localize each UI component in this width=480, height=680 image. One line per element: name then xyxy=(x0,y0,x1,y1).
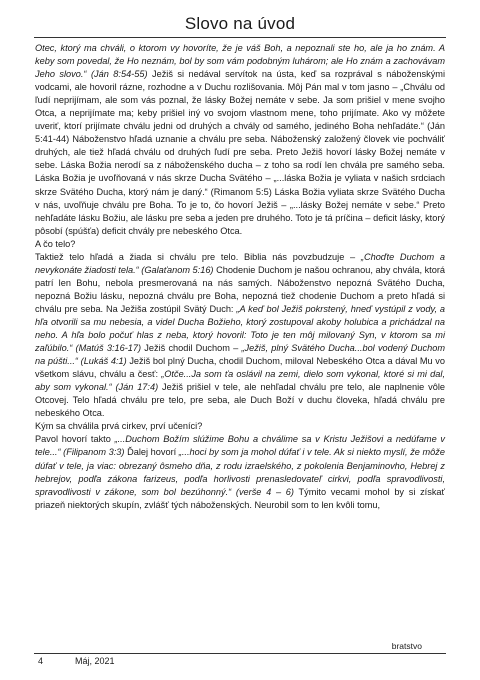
body-text: Ježiš si nedával servítok na ústa, keď sa rozprával s náboženskými vodcami, ale hovoril rázne, rozhodne a v Duchu rozlišovania. Môj Pán mal v tom jasno – „Chválu od ľudí neprijímam, ale som vás poznal, že lásky Božej nemáte v sebe. Ja som prišiel v mene svojho Otca, a neprijímate ma; keby prišiel iný vo svojom vlastnom mene, toho prijímate. Ako vy môžete uveriť, ktorí prijímate chválu jedni od druhých a chvály od samého, jediného Boha nehľadáte.“ (Ján 5:41-44) Náboženstvo hľadá uznanie a chválu pre seba. Náboženský založený človek vie pochváliť druhých, ale tiež hľadá chválu od druhých ľudí pre seba. Preto Ježiš hovorí lásky Božej nemáte v sebe. Láska Božia nerodí sa z náboženského ducha – z toho sa rodí len chvála pre samého seba. Láska Božia je uvoľňovaná v nás skrze Ducha Svätého – „...láska Božia je vyliata v našich srdciach skrze Svätého Ducha, ktorý nám je daný.“ (Rimanom 5:5) Láska Božia vyliata skrze Svätého Ducha v nás, uvoľňuje chválu pre Boha. To je to, čo hovorí Ježiš – „...lásky Božej nemáte v sebe.“ Preto nehľadáte lásku Božiu, ale lásku pre seba a jeden pre druhého. Toto je tá príčina – deficit lásky, ktorý pôsobí (spúšťa) deficit chvály pre nebeského Otca. xyxy=(35,69,445,236)
quotation-text: „Choďte Duchom a nevykonáte žiadosti tela.“ (Galaťanom 5:16) xyxy=(35,251,445,275)
body-text: Chodenie Duchom je našou ochranou, aby chvála, ktorá patrí len Bohu, nebola presmerovaná na nás samých. Náboženstvo nepozná Svätého Ducha, nepozná Božiu lásku, nepozná chválu pre Boha, nepozná tiež chodenie Duchom a preto hľadá si chválu pre seba. Na Ježiša zostúpil Svätý Duch: xyxy=(35,264,445,314)
issue-date: Máj, 2021 xyxy=(75,656,115,666)
body-text: Ďalej hovorí xyxy=(124,447,179,458)
page-number: 4 xyxy=(38,656,44,666)
quotation-text: „...Duchom Božím slúžime Bohu a chválime sa v Kristu Ježišovi a nedúfame v tele...“ (Filipanom 3:3) xyxy=(35,434,445,458)
paragraph xyxy=(35,433,445,511)
publication-name: bratstvo xyxy=(391,641,422,651)
body-text: Ježiš prišiel v tele, ale nehľadal chválu pre telo, ale naplnenie vôle Otcovej. Telo hľadá chválu pre telo, pre seba, ale Duch Boží v duchu človeka, hľadá chválu pre nebeského Otca. xyxy=(35,382,445,419)
body-text: Ježiš bol plný Ducha, chodil Duchom, miloval Nebeského Otca a dával Mu vo všetkom slávu, chválu a česť: xyxy=(35,356,445,380)
section-heading xyxy=(35,420,445,433)
page-title: Slovo na úvod xyxy=(184,14,296,33)
header-rule xyxy=(34,37,446,38)
quotation-text: „A keď bol Ježiš pokrstený, hneď vystúpil z vody, a hľa otvorili sa mu nebesia, a videl Ducha Božieho, ktorý zostupoval akoby holubica a prichádzal na neho. A hľa bolo počuť hlas z neba, ktorý hovoril: Toto je ten môj milovaný Syn, v ktorom sa mi zaľúbilo.“ (Matúš 3:16-17) xyxy=(35,303,445,354)
quotation-text: „Otče...Ja som ťa oslávil na zemi, dielo som vykonal, ktoré si mi dal, aby som vykonal.“ (Ján 17:4) xyxy=(35,369,445,393)
body-text: Týmito vecami mohol by si získať priazeň niektorých skupín, zvlášť tých náboženských. Neurobil som to len kvôli tomu, xyxy=(35,486,445,510)
paragraph xyxy=(35,251,445,421)
body-text: Kým sa chválila prvá cirkev, prví učeníci? xyxy=(35,421,203,432)
body-text: Taktiež telo hľadá a žiada si chválu pre telo. Biblia nás povzbudzuje – xyxy=(35,251,361,262)
quotation-text: „...hoci by som ja mohol dúfať i v tele. Ak si niekto myslí, že môže dúfať v tele, ja viac: obrezaný ôsmeho dňa, z rodu izraelského, z pokolenia Benjaminovho, Hebrej z hebrejov, podľa zákona farizeus, podľa horlivosti prenasledovateľ cirkvi, podľa spravodlivosti, spravodlivosti v zákone, som bol bezúhonný.“ (verše 4 – 6) xyxy=(35,447,445,497)
body-text: Ježiš chodil Duchom – xyxy=(141,343,242,354)
section-heading xyxy=(35,238,445,251)
quotation-text: Otec, ktorý ma chváli, o ktorom vy hovoríte, že je váš Boh, a nepoznali ste ho, ale ja ho znám. A keby som povedal, že Ho neznám, bol by som vám podobným luhárom; ale Ho znám a zachovávam Jeho slovo.“ (Ján 8:54-55) xyxy=(35,43,445,80)
footer-rule xyxy=(34,653,446,654)
quotation-text: „Ježiš, plný Svätého Ducha...bol vodený Duchom na púšti...“ (Lukáš 4:1) xyxy=(35,343,445,367)
body-text: Pavol hovorí takto xyxy=(35,434,115,445)
article-body xyxy=(35,42,445,640)
body-text: A čo telo? xyxy=(35,238,76,249)
paragraph xyxy=(35,42,445,238)
